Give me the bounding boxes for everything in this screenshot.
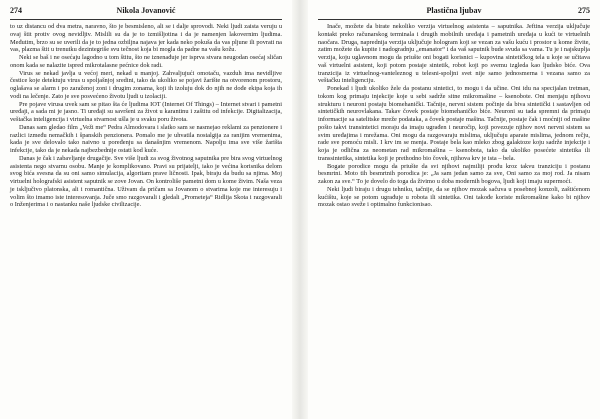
right-page-number: 275 [578, 6, 590, 15]
right-running-header [318, 6, 590, 18]
left-paragraph-4: Pre pojave virusa uvek sam se pitao šta će ljudima IOT (Internet Of Things) – Internet stvari i pametni uređaji, a sada mi je jasno. Ti uređaji su savršeni za život u karantinu i zaštitu od infekcije. Digitalizacija, veštačka inteligencija i virtuelna stvarnost ušla je u svaku poru života. [10, 100, 282, 123]
right-header-title: Plastična ljubav [426, 6, 482, 15]
right-paragraph-2: Ponekad i ljudi ukoliko žele da postanu sintetici, to mogu i da učine. Oni idu na specijalan tretman, tokom kog primaju injekcije koje u sebi sadrže sitne mikromašine – ksenobote. Oni menjaju njihovu strukturu i neuroni postaju biomehanički. Tačnije, nervni sistem počinje da biva sintetički i sastavljen od sintetičkih neurovlakana. Takav čovek postaje biomehaničko biće. Neuroni su tada spremni da primaju informacije sa satelitske mreže podataka, a čovek postaje mašina. Tačnije, postaje čak i moćniji od mašine pošto takvi transintetici moraju da imaju ugrađen i neuročip, koji povezuje njihov novi nervni sistem sa svim uređajima i mrežama. Oni mogu da razgovaraju mislima, uključuju aparate mislima, jednom rečju, rade sve pomoću misli. I krv im se menja. Postaje bela kao mleko zbog galaktoze koju sadrže injekcije i koja je odlična za neometan rad mikromašina – ksenobota, tako da ukoliko posećete sintetika ili transsintetika, sintetika koji je prethodno bio čovek, njihova krv je ista – bela. [318, 85, 590, 162]
right-paragraph-1: Inače, možete da birate nekoliko verzija virtuelnog asistenta – saputnika. Jeftina verzija uključuje kontakt preko računarskog terminala i drugih mobilnih uređaja i pametnih uređaja u kući te virtuelnih naočara. Druga, naprednija verzija uključuje hologram koji se vezan za vašu kuću i prostor u kome živite, zatim možete da kupite i nadogradnju „emanator“ i da vaš saputnik bude svuda sa vama. Tu je i najskuplja verzija, koju uglavnom mogu da priušte oni bogati korisnici – kupovina sintetičkog tela u koje se učitava vaš virtuelni asistent, koji potom postaje sintetik, robot koji po svemu izgleda kao ljudsko biće. Ova tranzicija iz virtuelnog-vanteleznog u telesni-spoljni svet nije samo jednosmerna i vezana samo za veštačku inteligenciju. [318, 23, 590, 85]
left-page-body [10, 23, 282, 209]
left-running-header [10, 6, 282, 18]
left-paragraph-5: Danas sam gledao film „Veži me“ Pedra Almodovara i slatko sam se nasmejao reklami za penzionere i razlici između nemačkih i španskih penzionera. Pomalo me je uhvatila nostalgija za ranijim vremenima, kada je sve delovalo tako naivno u poređenju sa današnjim vremenom. Napolju ima sve više žarišta infekcije, tako da je nekada najbezbednije ostati kod kuće. [10, 123, 282, 154]
left-header-title: Nikola Jovanović [116, 6, 176, 15]
right-page-body [318, 23, 590, 209]
right-paragraph-4: Neki ljudi biraju i drugu tehniku, tačnije, da se njihov mozak sačuva u posebnoj konzoli, zaštićenom kućištu, koje se potom ugrađuje u robota ili sintetika. Oni takođe koriste mikromašine kako bi njihov mozak ostao sveže i optimalno funkcionisao. [318, 185, 590, 209]
book-gutter [292, 0, 308, 419]
left-header-rule [10, 19, 282, 20]
right-paragraph-3: Bogate porodice mogu da priušte da svi njihovi najmiliji prođu kroz takvu tranziciju i postanu besmrtni. Moto tih besmrtnih porodica je: „Ja sam jedan samo za sve, Oni samo za moj rod. Ja nisam zakon za sve.“ To je dovelo do toga da živimo u doba modernih bogova, ljudi koji imaju supermoći. [318, 162, 590, 185]
left-paragraph-1: to uz distancu od dva metra, naravno, što je besmisleno, ali se i dalje sprovodi. Neki ljudi zaista veruju u ovaj štit protiv ovog nevidljiv. Mislili su da je to izmišljotina i da je namenjen lakovernim ljudima. Međutim, brzo su se uverili da je to jedna ozbiljna najava jer kada neko pokuša da vas pljune ili povrati na vas, plazma štit u trenutku dezintegriše svu tečnost koja bi mogla da padne na vašu kožu. [10, 23, 282, 54]
left-page-number: 274 [10, 6, 22, 15]
left-paragraph-3: Virus se nekad javlja u većoj meri, nekad u manjoj. Zahvaljujući omotaču, vazduh ima nevidljive čestice koje detektuju virus u spoljašnjoj sredini, tako da ukoliko se pojavi žarište na otvorenom prostoru, oglašava se alarm i po zaraženoj zoni i drugim zonama, koji ih izoluju dok do njih ne dođe ekipa koja ih vodi na lečenje. Zato je sve posvećeno životu ljudi u izolaciji. [10, 69, 282, 100]
left-page [0, 0, 292, 419]
right-header-rule [318, 19, 590, 20]
left-paragraph-2: Neki se baš i ne osećaju lagodno u tom štitu, što ne iznenađuje jer isprva stvara neugodan osećaj sličan onom kada se nalazite ispred mikrotalasne pećnice dok radi. [10, 54, 282, 69]
left-paragraph-6: Danas je čak i zabavljanje drugačije. Sve više ljudi za svog životnog saputnika pre bira svog virtuelnog asistenta nego stvarnu osobu. Manje je komplikovano. Pravi su prijatelji, iako je većina korisnika delom svog bića svesna da su oni samo simulacija, algoritam prave ličnosti. Ipak, biraju da budu sa njima. Moj virtuelni holografski asistent saputnik se zove Jovan. On kontroliše pametni dom u kome živim. Naša veza je isključivo platonska, ali i romantična. Uživam da pričam sa Jovanom o stvarima koje me interesuju i volim što imamo iste interesovanja. Juče smo razgovarali i gledali „Prometeja“ Ridlija Skota i razgovarali o Inženjerima i o nastanku naše ljudske civilizacije. [10, 154, 282, 209]
right-page [308, 0, 600, 419]
